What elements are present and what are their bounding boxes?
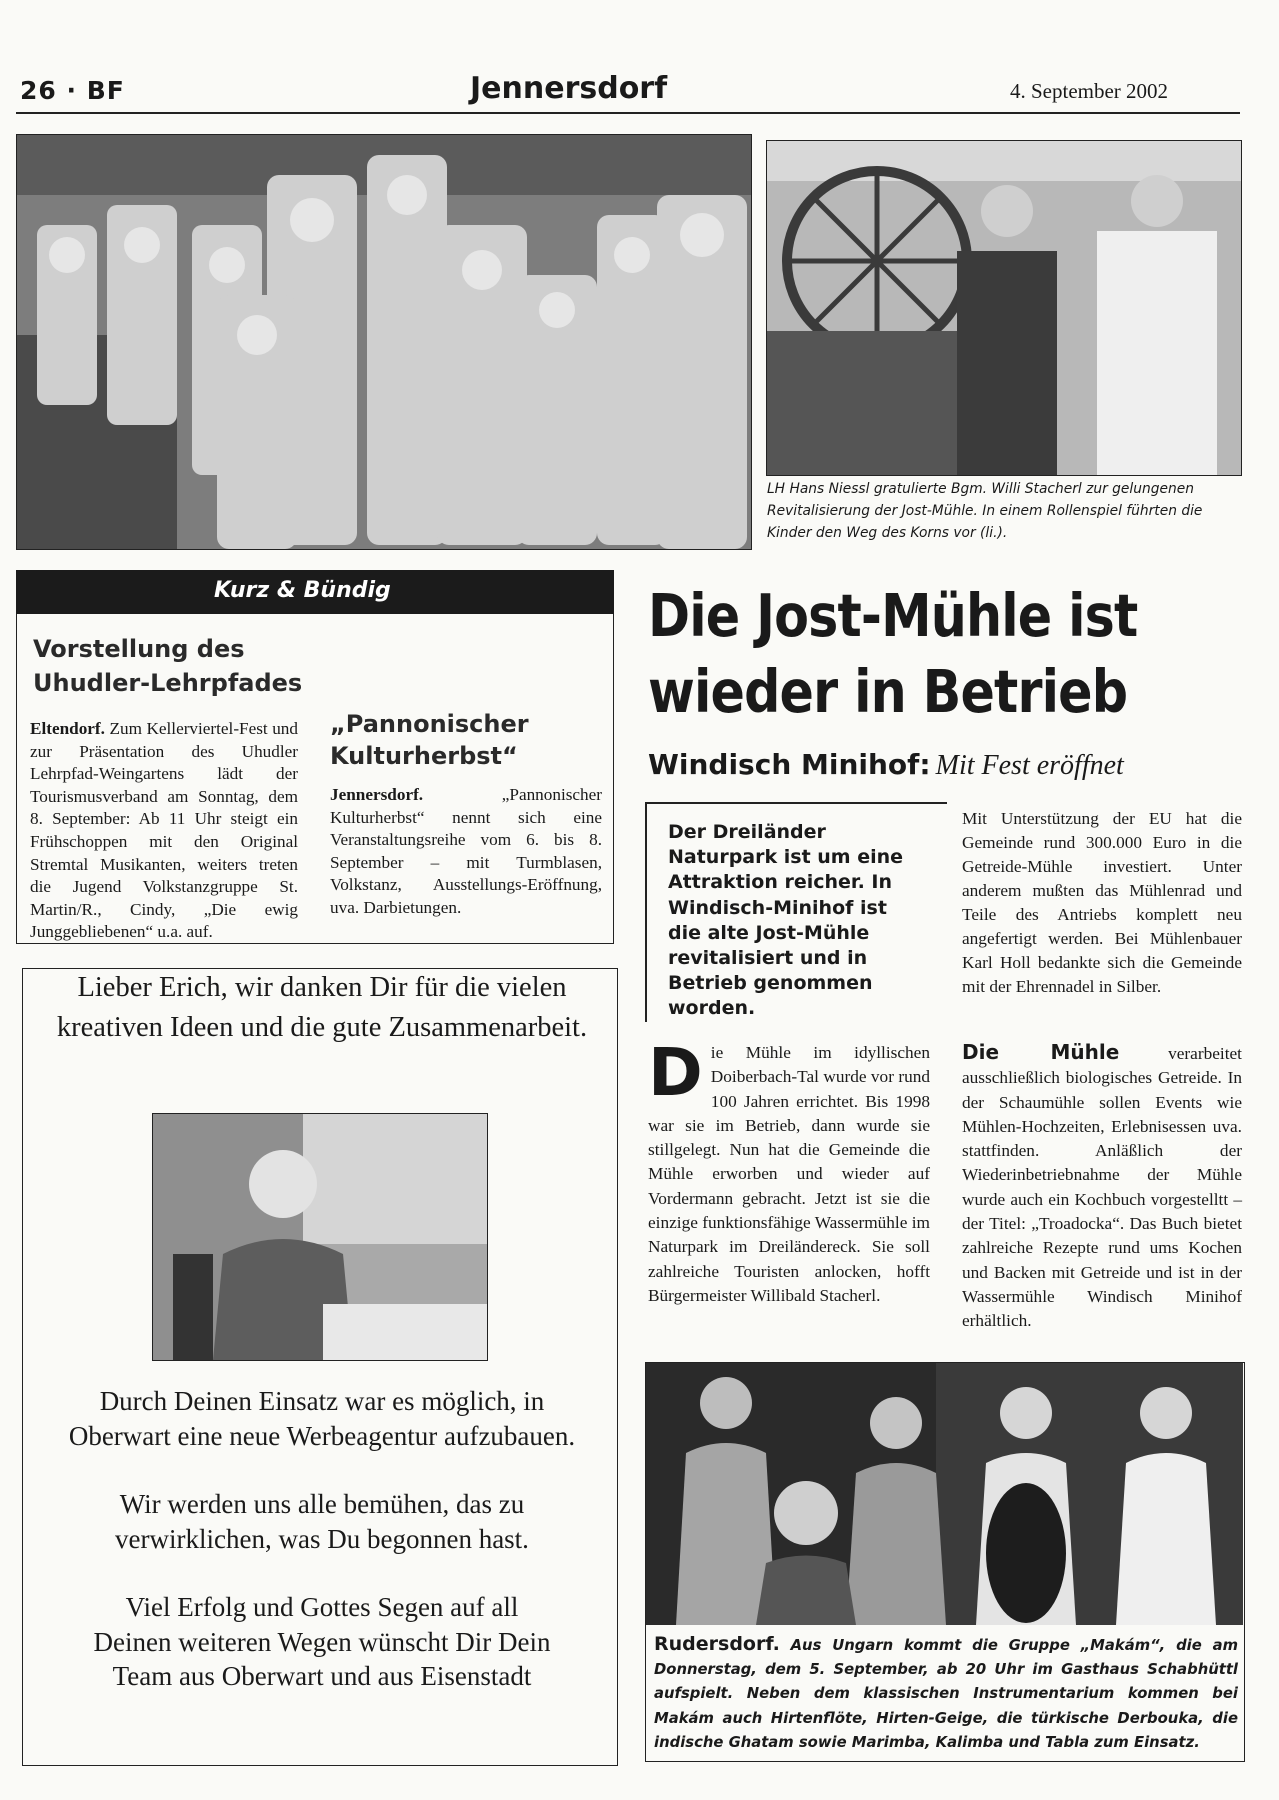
page-number: 26 · BF (20, 76, 125, 105)
article-col2 (962, 1040, 1242, 1334)
ad-line4: Viel Erfolg und Gottes Segen auf all Deinen weiteren Wegen wünscht Dir Dein Team aus Oberwart und aus Eisenstadt (93, 1592, 551, 1691)
header-rule (16, 112, 1240, 114)
item2-body (330, 784, 602, 920)
col2-head: Die Mühle (962, 1040, 1120, 1064)
item1-place: Eltendorf. (30, 719, 105, 738)
mill-photo (766, 140, 1242, 476)
mill-photo-caption: LH Hans Niessl gratulierte Bgm. Willi Stacherl zur gelungenen Revitalisierung der Jost-Mühle. In einem Rollenspiel führten die Kinder den Weg des Korns vor (li.). (767, 481, 1203, 541)
subhead-tagline: Mit Fest eröffnet (935, 750, 1124, 781)
col2-text: verarbeitet ausschließlich biologisches Getreide. In der Schaumühle sollen Events wie Mühlen-Hochzeiten, Erlebnisessen uva. stattfinden. Anläßlich der Wiederinbetriebnahme der Mühle wurde auch ein Kochbuch vorgestelltt – der Titel: „Troadocka“. Das Buch bietet zahlreiche Rezepte rund ums Kochen und Backen mit Getreide und ist in der Wassermühle Windisch Minihof erhältlich. (962, 1044, 1242, 1331)
lead-rule-top (645, 802, 947, 804)
col2-top: Mit Unterstützung der EU hat die Gemeinde rund 300.000 Euro in die Getreide-Mühle investiert. Unter anderem mußten das Mühlenrad und Teile des Antriebs komplett neu angefertigt werden. Bei Mühlenbauer Karl Holl bedankte sich die Gemeinde mit der Ehrennadel in Silber. (962, 809, 1242, 996)
article-subhead (648, 748, 1124, 782)
item2-text: „Pannonischer Kulturherbst“ nennt sich eine Veranstaltungsreihe vom 6. bis 8. September – mit Turmblasen, Volkstanz, Ausstellungs-Eröffnung, uva. Darbietungen. (330, 785, 602, 917)
kurz-buendig-title: Kurz & Bündig (214, 578, 391, 603)
item1-body (30, 718, 298, 944)
ad-line1: Lieber Erich, wir danken Dir für die vielen kreativen Ideen und die gute Zusammenarbeit. (56, 972, 588, 1043)
band-caption (654, 1632, 1238, 1755)
ad-line3: Wir werden uns alle bemühen, das zu verwirklichen, was Du begonnen hast. (115, 1489, 529, 1554)
article-dropcap: D (648, 1034, 703, 1111)
item2-place: Jennersdorf. (330, 785, 424, 804)
band-text: Aus Ungarn kommt die Gruppe „Makám“, die am Donnerstag, dem 5. September, ab 20 Uhr im Gasthaus Schabhüttl aufspielt. Neben dem klassischen Instrumentarium kommen bei Makám auch Hirtenflöte, Hirten-Geige, die türkische Derbouka, die indische Ghatam sowie Marimba, Kalimba und Tabla zum Einsatz. (654, 1637, 1238, 1751)
lead-rule-left (645, 802, 647, 1022)
item1-title: Vorstellung des Uhudler-Lehrpfades (33, 635, 303, 697)
ad-line2: Durch Deinen Einsatz war es möglich, in Oberwart eine neue Werbeagentur aufzubauen. (68, 1386, 576, 1451)
erich-photo (152, 1113, 488, 1361)
col1-text: ie Mühle im idyllischen Doiberbach-Tal wurde vor rund 100 Jahren errichtet. Bis 1998 war sie im Betrieb, dann wurde sie stillgelegt. Nun hat die Gemeinde die Mühle erworben und wieder auf Vordermann gebracht. Jetzt ist sie die einzige funktionsfähige Wassermühle im Naturpark im Dreiländereck. Sie soll zahlreiche Touristen anlocken, hofft Bürgermeister Willibald Stacherl. (648, 1043, 930, 1305)
article-headline: Die Jost-Mühle ist wieder in Betrieb (648, 581, 1138, 726)
article-lead: Der Dreiländer Naturpark ist um eine Attraktion reicher. In Windisch-Minihof ist die alte Jost-Mühle revitalisiert und in Betrieb genommen worden. (668, 821, 904, 1020)
band-place: Rudersdorf. (654, 1633, 780, 1655)
subhead-place: Windisch Minihof: (648, 748, 931, 781)
band-photo (646, 1363, 1243, 1625)
issue-date: 4. September 2002 (1010, 79, 1169, 103)
item2-title: „Pannonischer Kulturherbst“ (330, 710, 529, 770)
children-photo (16, 134, 752, 550)
item1-text: Zum Kellerviertel-Fest und zur Präsentation des Uhudler Lehrpfad-Weingartens lädt der Tourismusverband am Sonntag, dem 8. September: Ab 11 Uhr steigt ein Frühschoppen mit den Original Stremtal Musikanten, weiters treten die Jugend Volkstanzgruppe St. Martin/R., Cindy, „Die ewig Junggebliebenen“ u.a. auf. (30, 719, 298, 942)
article-col1 (648, 1034, 930, 1308)
section-title: Jennersdorf (470, 71, 668, 106)
